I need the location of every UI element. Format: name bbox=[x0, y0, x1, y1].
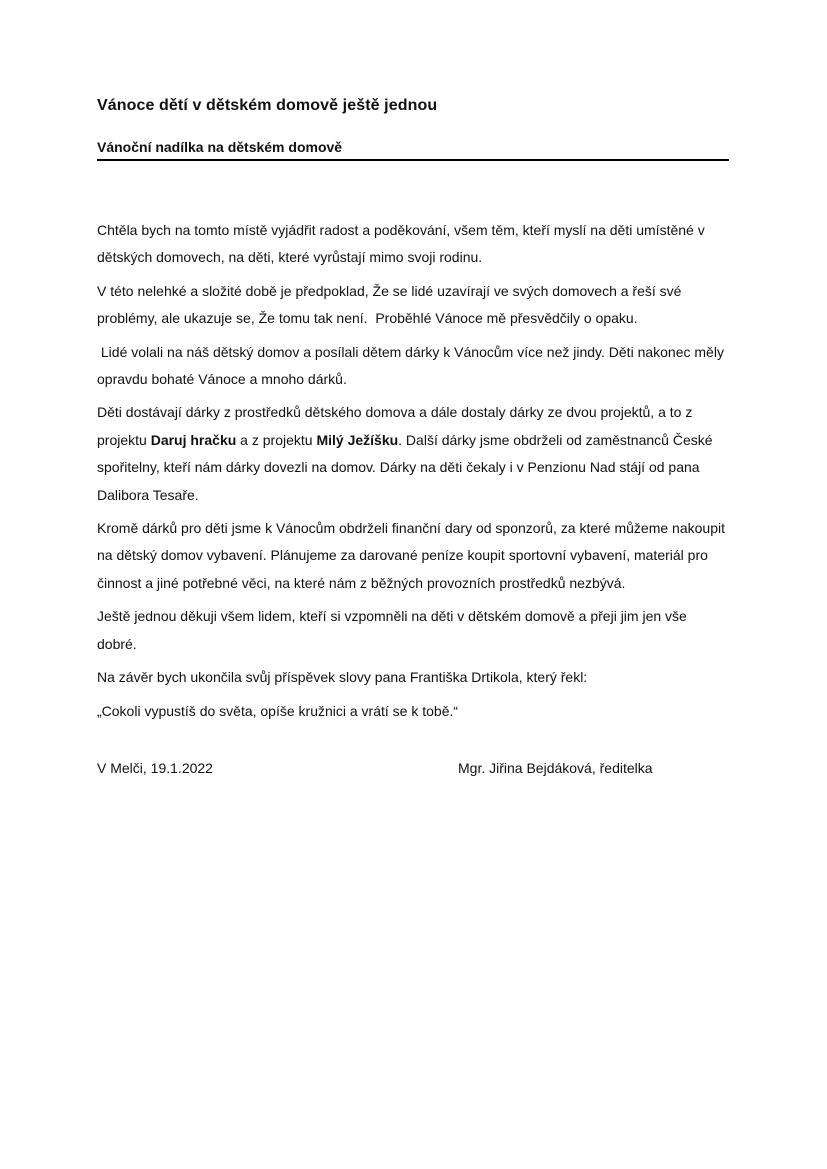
paragraph-gift-projects bbox=[97, 399, 729, 509]
document-footer bbox=[97, 755, 729, 783]
project-name-mily-jezisku: Milý Ježíšku bbox=[316, 431, 399, 448]
paragraph-thanks-intro: Chtěla bych na tomto místě vyjádřit radost a poděkování, všem těm, kteří myslí na děti umístěné v dětských domovech, na děti, které vyrůstají mimo svoji rodinu. bbox=[97, 222, 709, 266]
paragraph-thanks-again: Ještě jednou děkuji všem lidem, kteří si vzpomněli na děti v dětském domově a přeji jim jen vše dobré. bbox=[97, 608, 691, 652]
paragraph-people-called: Lidé volali na náš dětský domov a posílali dětem dárky k Vánocům více než jindy. Děti nakonec měly opravdu bohaté Vánoce a mnoho dárků. bbox=[97, 343, 728, 388]
paragraph-text: Děti dostávají dárky z prostředků dětského domova a dále dostaly dárky ze dvou projektů, a to z projektu bbox=[97, 404, 697, 448]
footer-place-date: V Melči, 19.1.2022 bbox=[97, 759, 213, 776]
footer-signature: Mgr. Jiřina Bejdáková, ředitelka bbox=[458, 759, 653, 776]
document-content bbox=[97, 94, 729, 783]
paragraph-text: a z projektu bbox=[236, 431, 317, 448]
paragraph-difficult-times: V této nelehké a složité době je předpoklad, Že se lidé uzavírají ve svých domovech a řeší své problémy, ale ukazuje se, Že tomu tak není. Proběhlé Vánoce mě přesvědčily o opaku. bbox=[97, 282, 686, 327]
document-subtitle: Vánoční nadílka na dětském domově bbox=[97, 138, 729, 161]
project-name-daruj-hracku: Daruj hračku bbox=[150, 431, 237, 448]
paragraph-quote: „Cokoli vypustíš do světa, opíše kružnici a vrátí se k tobě.“ bbox=[97, 702, 459, 719]
paragraph-closing-words: Na závěr bych ukončila svůj příspěvek slovy pana Františka Drtikola, který řekl: bbox=[97, 669, 588, 686]
document-body bbox=[97, 217, 729, 783]
document-title: Vánoce dětí v dětském domově ještě jednou bbox=[97, 97, 438, 114]
paragraph-text: . Další dárky jsme obdrželi od zaměstnanců České spořitelny, kteří nám dárky dovezli na domov. Dárky na děti čekaly i v Penzionu Nad stájí od pana Dalibora Tesaře. bbox=[97, 431, 717, 503]
paragraph-financial-gifts: Kromě dárků pro děti jsme k Vánocům obdrželi finanční dary od sponzorů, za které můžeme nakoupit na dětský domov vybavení. Plánujeme za darované peníze koupit sportovní vybavení, materiál pro činnost a jiné potřebné věci, na které nám z běžných provozních prostředků nezbývá. bbox=[97, 520, 729, 591]
